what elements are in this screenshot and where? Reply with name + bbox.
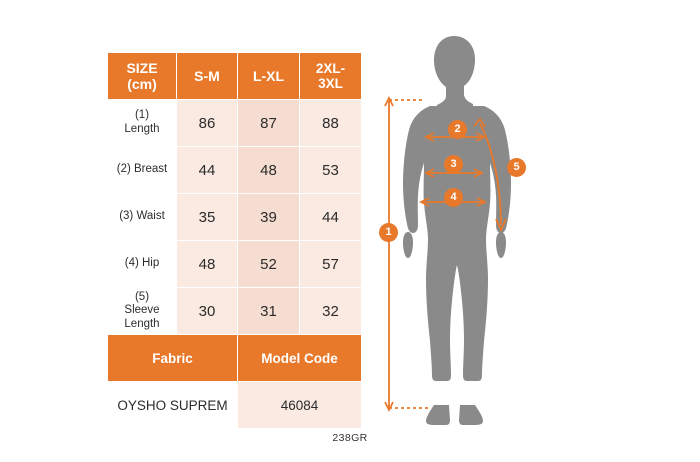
badge-3-waist: 3 (444, 155, 463, 174)
footer-value-fabric: OYSHO SUPREM (108, 382, 238, 429)
cell-hip-sm: 48 (177, 241, 238, 288)
header-size-line1: SIZE (126, 60, 158, 76)
row-label-length (108, 100, 177, 147)
row-label-sleeve-line3: Length (124, 317, 160, 330)
cell-waist-lxl: 39 (238, 194, 300, 241)
table-footer-header-row (108, 335, 362, 382)
row-label-breast: (2) Breast (108, 147, 177, 194)
cell-waist-2xl3xl: 44 (300, 194, 362, 241)
cell-breast-sm: 44 (177, 147, 238, 194)
row-label-sleeve-line1: (5) (134, 290, 150, 303)
table-row (108, 100, 362, 147)
row-label-sleeve-length (108, 288, 177, 335)
female-silhouette-icon (403, 36, 511, 425)
table-row (108, 288, 362, 335)
cell-hip-lxl: 52 (238, 241, 300, 288)
badge-4-hip: 4 (444, 188, 463, 207)
badge-5-sleeve-length: 5 (507, 158, 526, 177)
table-footer-value-row (108, 382, 362, 429)
header-size-cm (108, 53, 177, 100)
header-size-line2: (cm) (127, 76, 157, 92)
header-col-sm: S-M (177, 53, 238, 100)
cell-sleeve-2xl3xl: 32 (300, 288, 362, 335)
cell-length-sm: 86 (177, 100, 238, 147)
cell-hip-2xl3xl: 57 (300, 241, 362, 288)
cell-length-lxl: 87 (238, 100, 300, 147)
row-label-hip: (4) Hip (108, 241, 177, 288)
product-code-label: 238GR (332, 432, 368, 444)
footer-header-model-code: Model Code (238, 335, 362, 382)
table-row (108, 241, 362, 288)
cell-sleeve-lxl: 31 (238, 288, 300, 335)
header-col-lxl: L-XL (238, 53, 300, 100)
footer-header-fabric: Fabric (108, 335, 238, 382)
table-row (108, 194, 362, 241)
cell-waist-sm: 35 (177, 194, 238, 241)
footer-value-model-code: 46084 (238, 382, 362, 429)
row-label-length-line1: (1) (134, 109, 150, 122)
header-col3-line1: 2XL- (315, 61, 346, 76)
table-row (108, 147, 362, 194)
cell-sleeve-sm: 30 (177, 288, 238, 335)
figure-svg (370, 20, 600, 440)
row-label-waist: (3) Waist (108, 194, 177, 241)
badge-2-breast: 2 (448, 120, 467, 139)
header-col-2xl3xl (300, 53, 362, 100)
row-label-length-line2: Length (124, 123, 160, 135)
model-figure (370, 20, 600, 440)
size-table (107, 52, 362, 429)
header-col3-line2: 3XL (318, 76, 343, 91)
cell-breast-2xl3xl: 53 (300, 147, 362, 194)
badge-1-length: 1 (379, 223, 398, 242)
cell-length-2xl3xl: 88 (300, 100, 362, 147)
cell-breast-lxl: 48 (238, 147, 300, 194)
table-header-row (108, 53, 362, 100)
row-label-sleeve-line2: Sleeve (124, 304, 160, 317)
